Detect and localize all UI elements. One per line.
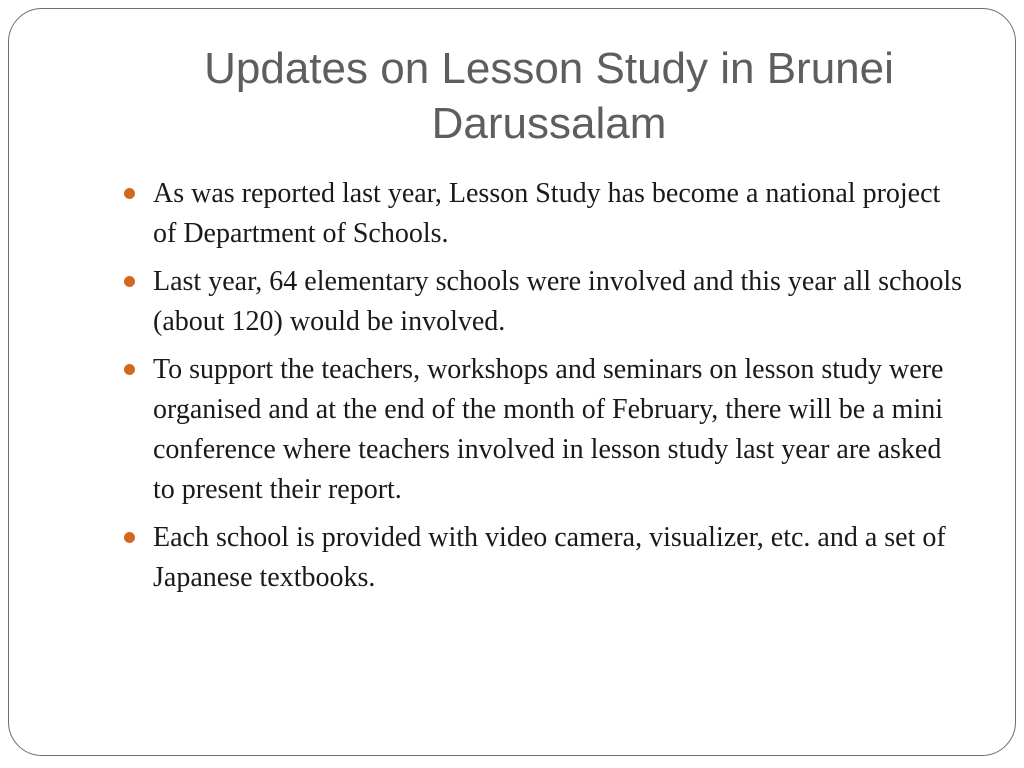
slide-title: Updates on Lesson Study in Brunei Darussalam — [204, 44, 894, 148]
bullet-item — [116, 518, 966, 598]
bullet-dot-icon — [124, 276, 135, 287]
bullet-dot-icon — [124, 188, 135, 199]
bullet-item — [116, 262, 966, 342]
slide-frame — [8, 8, 1016, 756]
bullet-text: Last year, 64 elementary schools were involved and this year all schools (about 120) would be involved. — [153, 266, 963, 337]
bullet-item — [116, 350, 966, 510]
bullet-dot-icon — [124, 532, 135, 543]
bullet-list — [116, 174, 966, 606]
bullet-text: Each school is provided with video camera, visualizer, etc. and a set of Japanese textbooks. — [153, 522, 946, 593]
bullet-dot-icon — [124, 364, 135, 375]
bullet-text: To support the teachers, workshops and seminars on lesson study were organised and at the end of the month of February, there will be a mini conference where teachers involved in lesson study last year are asked to present their report. — [153, 354, 944, 505]
bullet-item — [116, 174, 966, 254]
bullet-text: As was reported last year, Lesson Study has become a national project of Department of Schools. — [153, 178, 941, 249]
